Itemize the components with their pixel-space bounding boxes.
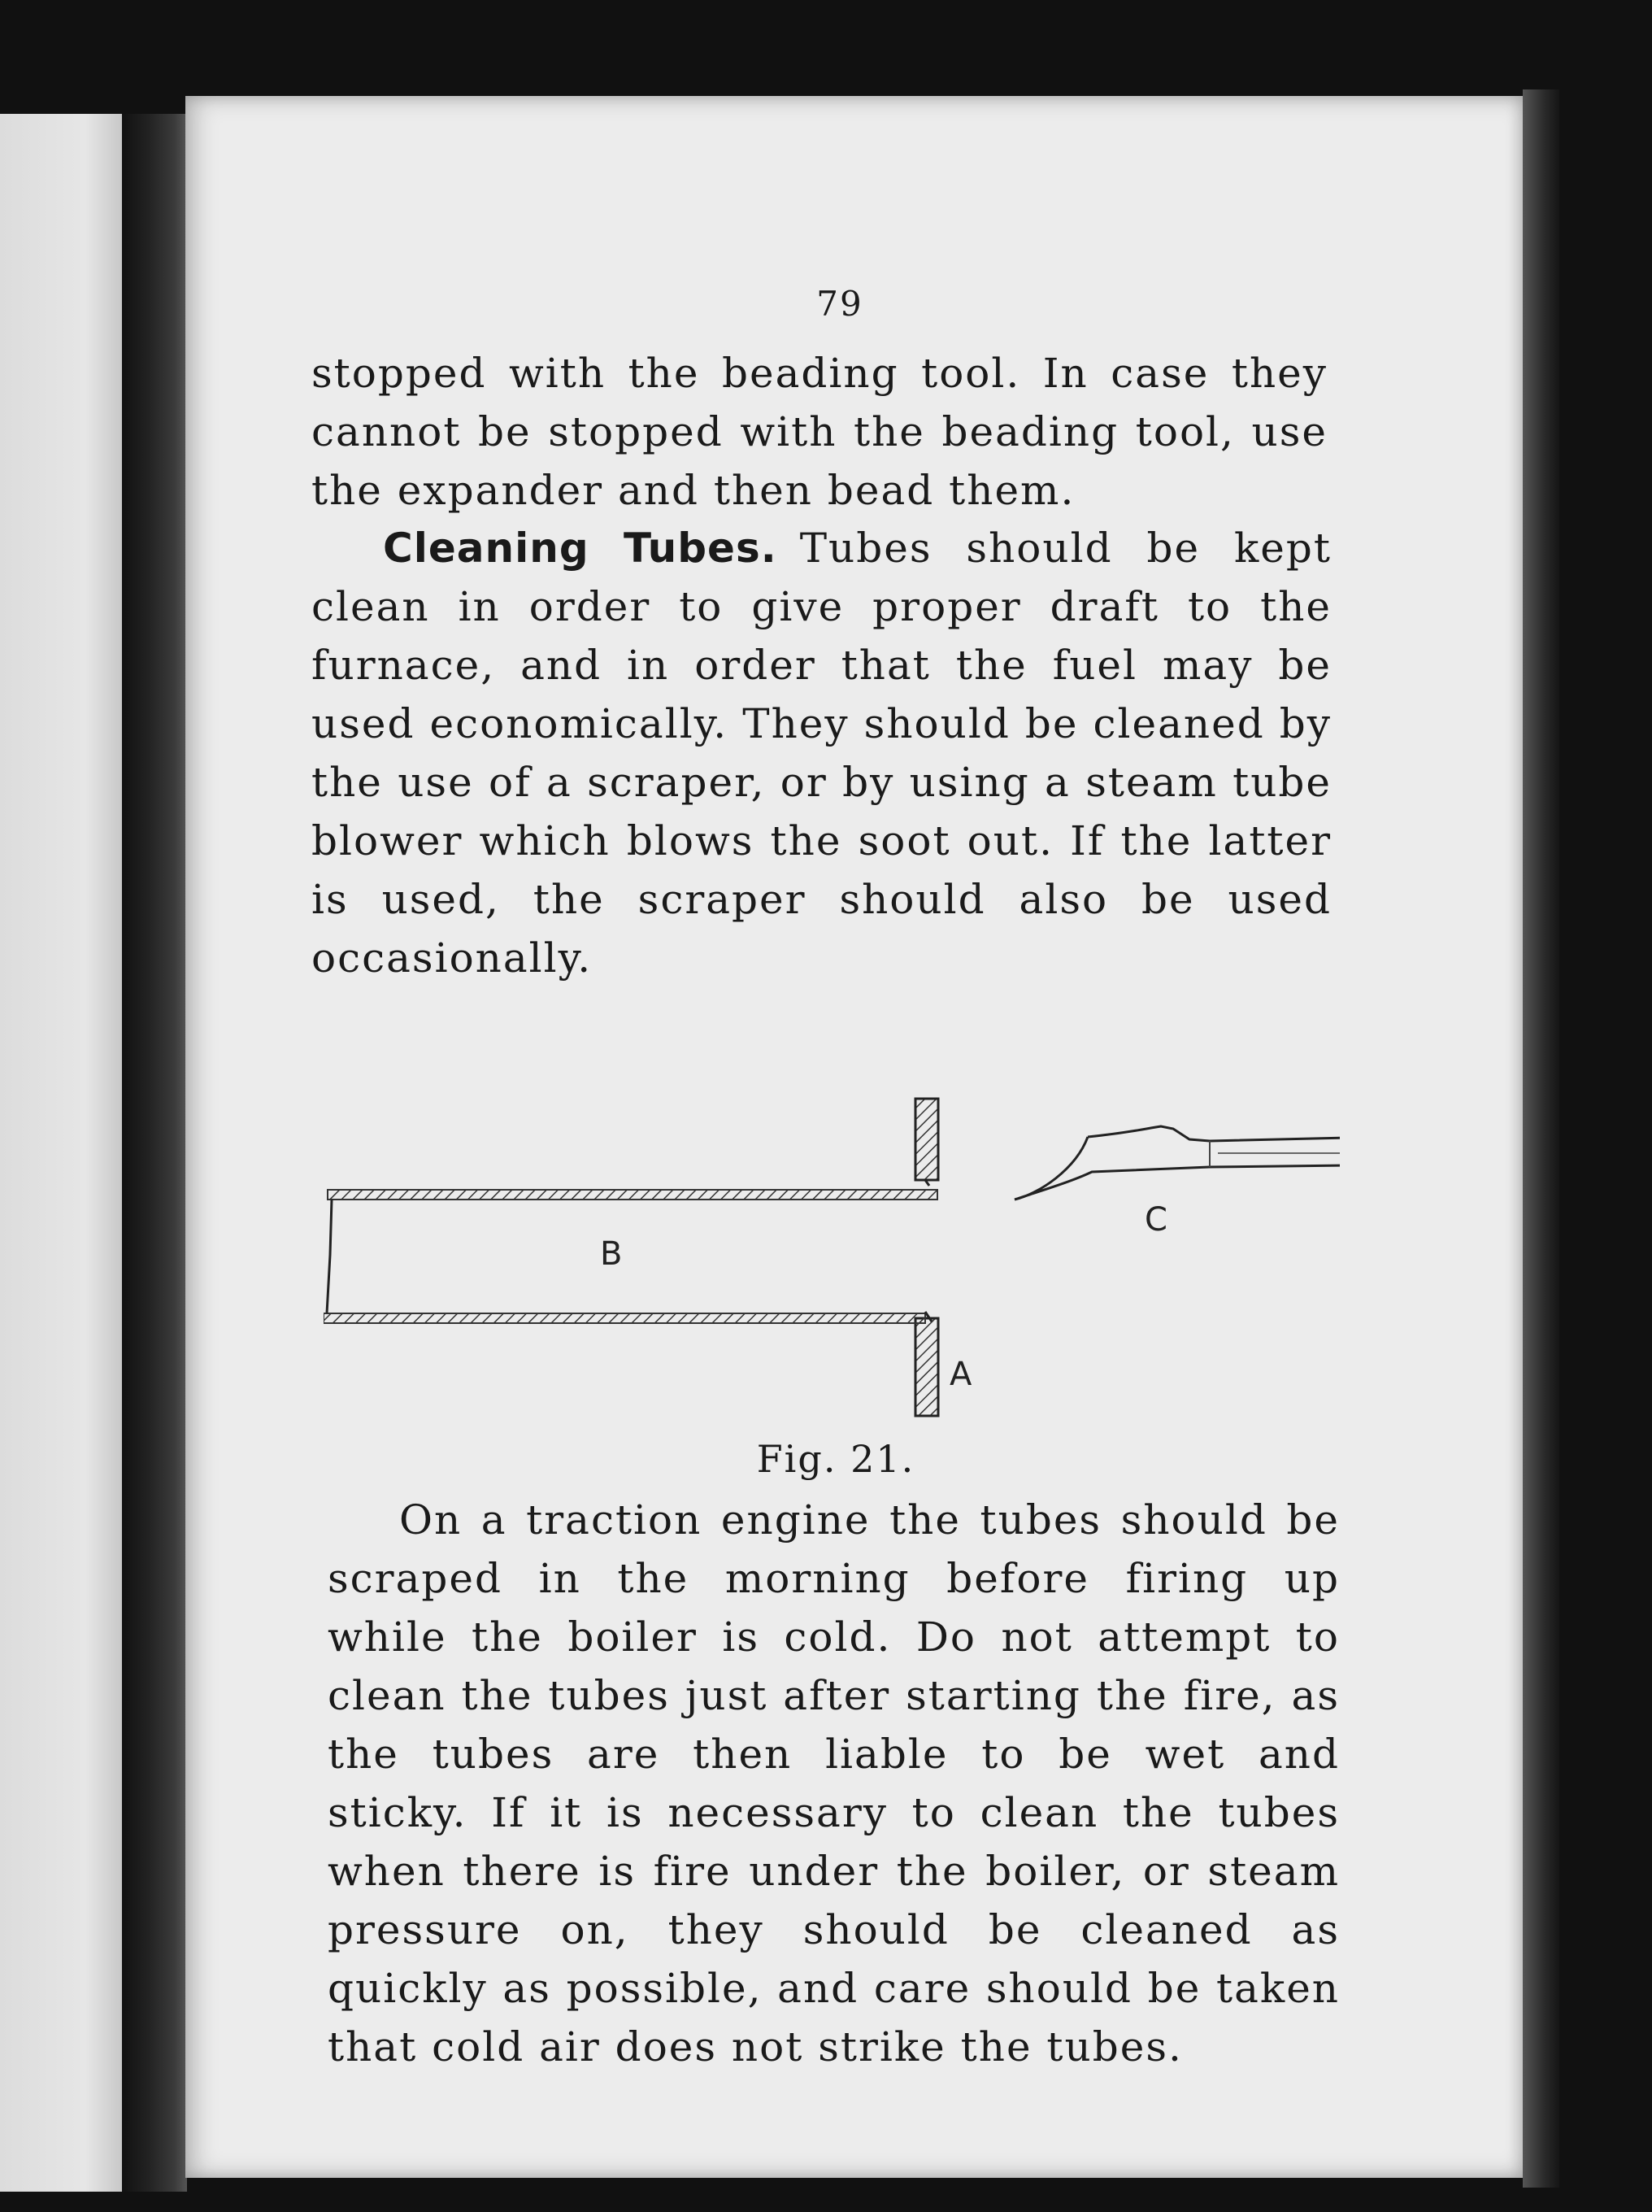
page-edge-right [1523, 89, 1559, 2188]
book-page [185, 96, 1523, 2178]
paragraph-cleaning-tubes-body: Tubes should be kept clean in order to give proper draft to the furnace, and in order that the fuel may be used economically. They should be cleaned by the use of a scraper, or by using a steam tube blower which blows the soot out. If the latter is used, the scraper should also be used occasionally. [311, 525, 1332, 982]
paragraph-cleaning-tubes [311, 519, 1332, 987]
tube-sheet-lower [915, 1318, 938, 1416]
figure-label-a: A [950, 1356, 972, 1393]
scraper-tool [1015, 1126, 1340, 1200]
paragraph-beading: stopped with the beading tool. In case they cannot be stopped with the beading tool, use the expander and then bead them. [311, 350, 1328, 514]
figure-label-b: B [600, 1235, 623, 1273]
figure-caption: Fig. 21. [756, 1437, 915, 1481]
facing-page-edge [0, 114, 122, 2192]
figure-tube-and-scraper [324, 986, 1340, 1442]
figure-label-c: C [1145, 1201, 1167, 1239]
section-heading-cleaning-tubes: Cleaning Tubes. [383, 525, 777, 572]
paragraph-traction-engine: On a traction engine the tubes should be scraped in the morning before firing up while the boiler is cold. Do not attempt to clean the tubes just after starting the fire, as the tubes are then liable to be wet and sticky. If it is necessary to clean the tubes when there is fire under the boiler, or steam pressure on, they should be cleaned as quickly as possible, and care should be taken that cold air does not strike the tubes. [328, 1496, 1340, 2070]
page-number: 79 [816, 284, 863, 324]
tube-sheet-upper [915, 1099, 938, 1180]
tube-body [324, 1180, 937, 1323]
book-gutter [122, 114, 187, 2192]
